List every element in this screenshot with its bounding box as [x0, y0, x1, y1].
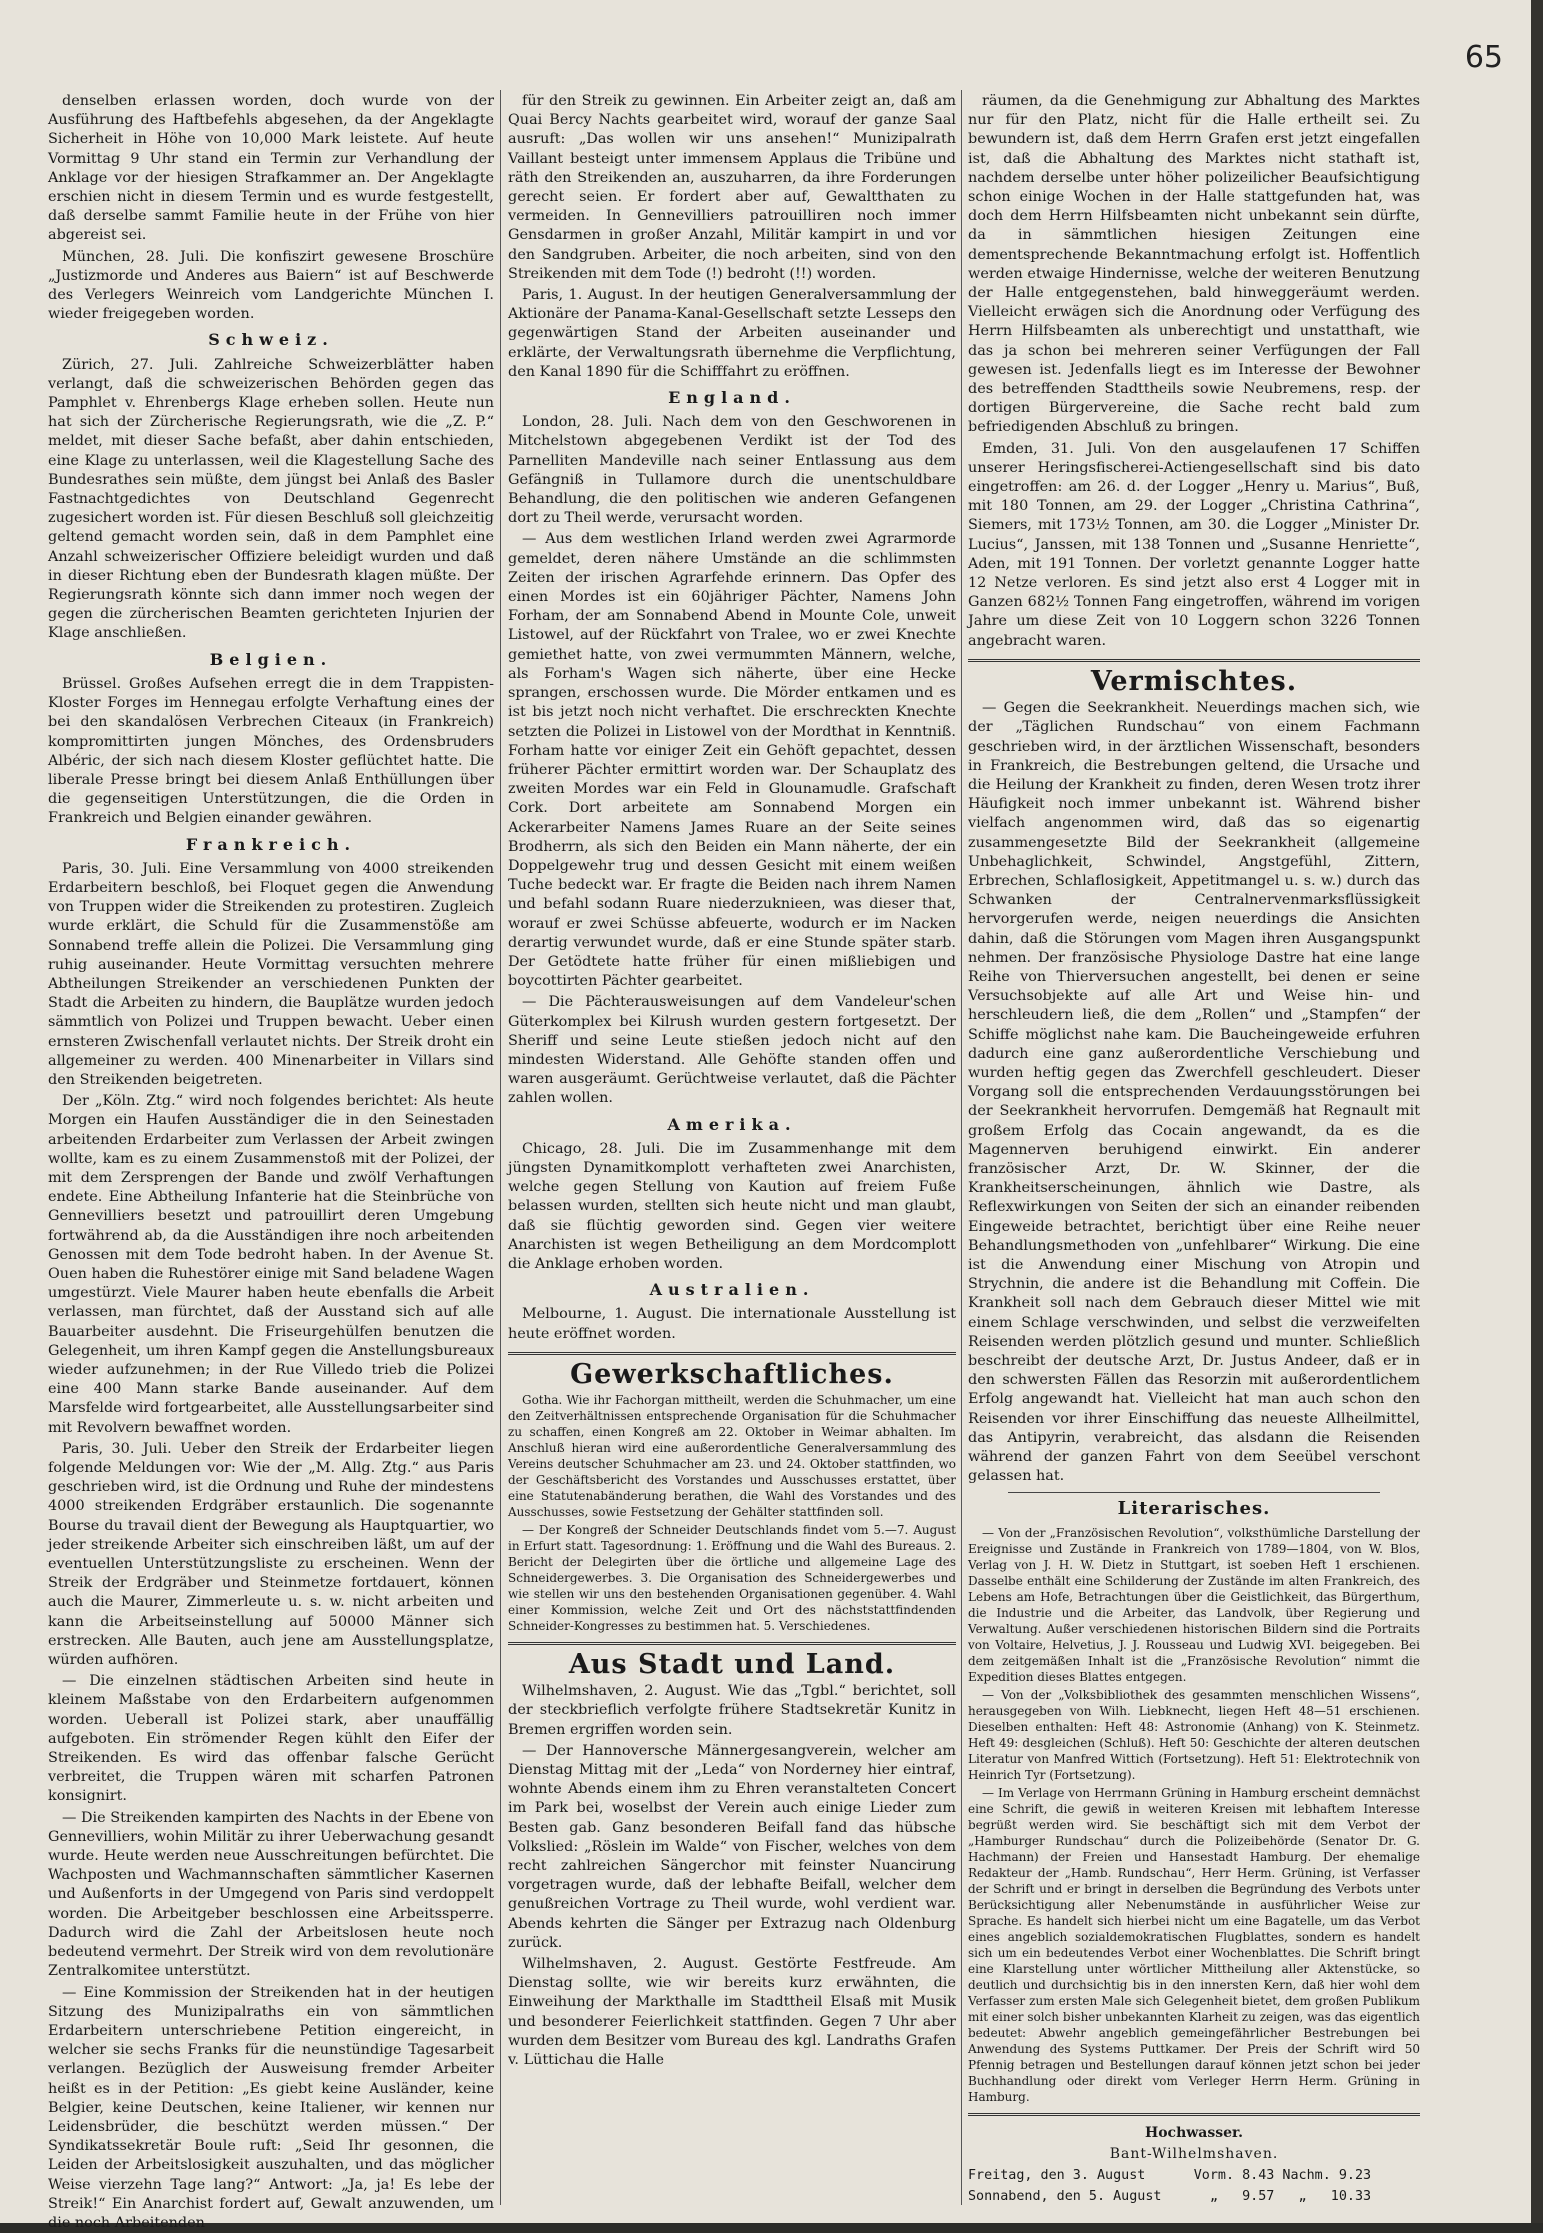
column-1	[48, 92, 494, 2202]
page-edge-shadow	[1531, 0, 1543, 2223]
article-muenchen: München, 28. Juli. Die konfiszirt gewesene Broschüre „Justizmorde und Anderes aus Baiern“ ist auf Beschwerde des Verlegers Weinreich vom Landgerichte München I. wieder freigegeben worden.	[48, 248, 494, 325]
article-kommission: — Eine Kommission der Streikenden hat in der heutigen Sitzung des Munizipalraths ein von sämmtlichen Erdarbeitern unterschriebene Petition eingereicht, in welcher sie sechs Franks für die neunstündige Tagesarbeit verlangen. Bezüglich der Ausweisung fremder Arbeiter heißt es in der Petition: „Es giebt keine Ausländer, keine Belgier, keine Deutschen, keine Italiener, wir kennen nur Leidensbrüder, die beschützt werden müssen.“ Der Syndikatssekretär Boule ruft: „Seid Ihr gesonnen, die Leiden der Arbeitslosigkeit auszuhalten, und das möglicher Weise vierzehn Tage lang?“ Antwort: „Ja, ja! Es lebe der Streik!“ Ein Anarchist fordert auf, Gewalt anzuwenden, um die noch Arbeitenden	[48, 1984, 494, 2233]
tide-location: Bant-Wilhelmshaven.	[968, 2145, 1420, 2164]
article-continued: räumen, da die Genehmigung zur Abhaltung des Marktes nur für den Platz, nicht für die Halle ertheilt sei. Zu bewundern ist, daß dem Herrn Grafen erst jetzt eingefallen ist, daß die Abhaltung des Marktes nicht stathaft ist, nachdem derselbe unter höher polizeilicher Beaufsichtigung schon einige Wochen in der Halle stattgefunden hat, was doch dem Herrn Hilfsbeamten nicht unbekannt sein dürfte, da in sämmtlichen hiesigen Zeitungen eine dementsprechende Bekanntmachung erfolgt ist. Hoffentlich werden etwaige Hindernisse, welche der weiteren Benutzung der Halle entgegenstehen, bald hinweggeräumt werden. Vielleicht erwägen sich die Anordnung oder Verfügung des Herrn Hilfsbeamten als unberechtigt und unstatthaft, wie das ja schon bei mehreren seiner Verfügungen der Fall gewesen ist. Jedenfalls liegt es im Interesse der Bewohner des betreffenden Stadttheils sowie Neubremens, resp. der dortigen Bürgervereine, die Sache recht bald zum befriedigenden Abschluß zu bringen.	[968, 92, 1420, 438]
article-irland: — Aus dem westlichen Irland werden zwei Agrarmorde gemeldet, deren nähere Umstände an die schlimmsten Zeiten der irischen Agrarfehde erinnern. Das Opfer des einen Mordes ist ein 60jähriger Pächter, Namens John Forham, der am Sonnabend Abend in Mounte Cole, unweit Listowel, auf der Rückfahrt von Tralee, wo er zwei Knechte gemiethet hatte, von zwei vermummten Männern, welche, als Forham's Wagen sich näherte, über eine Hecke sprangen, erschossen wurde. Die Mörder entkamen und es ist bis jetzt noch nicht verhaftet. Die erschreckten Knechte setzten die Polizei in Listowel von der Mordthat in Kenntniß. Forham hatte vor einiger Zeit ein Gehöft gepachtet, dessen früherer Pächter ermittirt worden war. Der Schauplatz des zweiten Mordes war ein Feld in Glounamudle. Grafschaft Cork. Dort arbeitete am Sonnabend Morgen ein Ackerarbeiter Namens James Ruare an der Seite seines Brodherrn, als sich den Beiden ein Mann näherte, der ein Doppelgewehr trug und dessen Gesicht mit einem weißen Tuche bedeckt war. Er fragte die Beiden nach ihrem Namen und befahl sodann Ruare niederzuknieen, was dieser that, worauf er zwei Schüsse abfeuerte, wodurch er im Nacken derartig verwundet wurde, daß er eine Stunde später starb. Der Getödtete hatte früher für einen mißliebigen und boycottirten Pächter gearbeitet.	[508, 530, 956, 991]
tide-row: Freitag, den 3. August Vorm. 8.43 Nachm. 9.23	[968, 2166, 1420, 2185]
section-heading-literarisches: Literarisches.	[968, 1499, 1420, 1518]
divider	[1008, 1492, 1380, 1493]
tide-title: Hochwasser.	[968, 2124, 1420, 2143]
section-heading-amerika: Amerika.	[508, 1115, 956, 1134]
article-paris-1: Paris, 30. Juli. Eine Versammlung von 4000 streikenden Erdarbeitern beschloß, bei Floquet gegen die Anwendung von Truppen wider die Streikenden zu protestiren. Zugleich wurde erklärt, die Schuld für die Zusammenstöße am Sonnabend treffe allein die Polizei. Die Versammlung ging ruhig auseinander. Heute Vormittag versuchten mehrere Abtheilungen Streikender an verschiedenen Punkten der Stadt die Arbeiten zu hindern, die Bauplätze wurden jedoch sämmtlich von Polizei und Truppen bewacht. Ueber einen ernsteren Zwischenfall verlautet nichts. Der Streik droht ein allgemeiner zu werden. 400 Minenarbeiter in Villars sind den Streikenden beigetreten.	[48, 860, 494, 1090]
section-heading-aus-stadt-und-land: Aus Stadt und Land.	[508, 1655, 956, 1674]
section-heading-gewerkschaftliches: Gewerkschaftliches.	[508, 1365, 956, 1384]
column-3	[968, 92, 1420, 2202]
section-divider	[968, 659, 1420, 662]
article-revolution: — Von der „Französischen Revolution“, volksthümliche Darstellung der Ereignisse und Zustände in Frankreich von 1789—1804, von W. Blos, Verlag von J. H. W. Dietz in Stuttgart, ist soeben Heft 1 erschienen. Dasselbe enthält eine Schilderung der Zustände im alten Frankreich, des Lebens am Hofe, Betrachtungen über die Geistlichkeit, das Bürgerthum, die Industrie und die Arbeiter, das Landvolk, über Regierung und Verwaltung. Außer verschiedenen historischen Bildern sind die Portraits von Voltaire, Helvetius, J. J. Rousseau und Ludwig XVI. beigegeben. Bei dem zeitgemäßen Inhalt ist die „Französische Revolution“ nimmt die Expedition dieses Blattes entgegen.	[968, 1525, 1420, 1685]
section-heading-australien: Australien.	[508, 1280, 956, 1299]
section-heading-england: England.	[508, 388, 956, 407]
article-wilhelmshaven-2: Wilhelmshaven, 2. August. Gestörte Festfreude. Am Dienstag sollte, wie wir bereits kurz erwähnten, die Einweihung der Markthalle im Stadttheil Elsaß mit Musik und besonderer Feierlichkeit stattfinden. Gegen 7 Uhr aber wurden dem Besitzer vom Bureau des kgl. Landraths Grafen v. Lüttichau die Halle	[508, 1955, 956, 2070]
article-paragraph: denselben erlassen worden, doch wurde von der Ausführung des Haftbefehls abgesehen, da der Angeklagte Sicherheit in Höhe von 10,000 Mark leistete. Auf heute Vormittag 9 Uhr stand ein Termin zur Verhandlung der Anklage vor der hiesigen Strafkammer an. Der Angeklagte erschien nicht in diesem Termin und es wurde festgestellt, daß derselbe sammt Familie heute in der Frühe von hier abgereist sei.	[48, 92, 494, 246]
section-heading-schweiz: Schweiz.	[48, 330, 494, 349]
page-number: 65	[1465, 40, 1503, 75]
article-gotha: Gotha. Wie ihr Fachorgan mittheilt, werden die Schuhmacher, um eine den Zeitverhältnissen entsprechende Organisation für die Schuhmacher zu schaffen, einen Kongreß am 22. Oktober in Weimar abhalten. Im Anschluß hieran wird eine außerordentliche Generalversammlung des Vereins deutscher Schuhmacher am 23. und 24. Oktober stattfinden, wo der Geschäftsbericht des Vorstandes und Ausschusses erstattet, über eine Statutenabänderung berathen, die Wahl des Vorstandes und des Ausschusses, sowie Festsetzung der Gehälter stattfinden soll.	[508, 1392, 956, 1520]
article-seekrankheit: — Gegen die Seekrankheit. Neuerdings machen sich, wie der „Täglichen Rundschau“ von einem Fachmann geschrieben wird, in der ärztlichen Wissenschaft, besonders in Frankreich, die Bestrebungen geltend, die Ursache und die Heilung der Krankheit zu finden, deren Wesen trotz ihrer Häufigkeit noch immer unbekannt ist. Während bisher vielfach angenommen wird, daß das so eigenartig zusammengesetzte Bild der Seekrankheit (allgemeine Unbehaglichkeit, Schwindel, Angstgefühl, Zittern, Erbrechen, Schlaflosigkeit, Appetitmangel u. s. w.) durch das Schwanken der Centralnervenmarksflüssigkeit hervorgerufen werde, neigen neuerdings die Ansichten dahin, daß die Störungen vom Magen ihren Ausgangspunkt nehmen. Der französische Physiologe Dastre hat eine lange Reihe von Thierversuchen angestellt, bei denen er seine Versuchsobjekte auf alle Art und Weise hin- und herschleudern ließ, die dem „Rollen“ und „Stampfen“ der Schiffe möglichst nahe kam. Die Baucheingeweide erfuhren dadurch eine ganz außerordentliche Verschiebung und wurden heftig gegen das Zwerchfell geschleudert. Dieser Vorgang soll die entsprechenden Verdauungsstörungen bei der Seekrankheit hervorrufen. Demgemäß hat Regnault mit großem Erfolg das Cocain angewandt, da es die Magennerven beruhigend einwirkt. Ein anderer französischer Arzt, Dr. W. Skinner, der die Krankheitserscheinungen, ähnlich wie Dastre, als Reflexwirkungen von Seiten der sich an einander reibenden Eingeweide betrachtet, berichtigt über eine Reihe neuer Behandlungsmethoden von „unfehlbarer“ Wirkung. Die eine ist die Anwendung einer Mischung von Atropin und Strychnin, die andere ist die Behandlung mit Coffein. Die Krankheit soll nach dem Gebrauch dieser Mittel wie mit einem Schlage verschwinden, und selbst die verzweifelten Reisenden werden plötzlich gesund und munter. Schließlich beschreibt der deutsche Arzt, Dr. Justus Andeer, daß er in den schwersten Fällen das Resorzin mit außerordentlichem Erfolg angewandt hat. Vielleicht hat man auch schon den Reisenden vor ihrer Einschiffung das neueste Allheilmittel, das Antipyrin, verabreicht, das alsdann die Reisenden während der ganzen Fahrt von dem Seeübel verschont gelassen hat.	[968, 699, 1420, 1486]
article-paechter: — Die Pächterausweisungen auf dem Vandeleur'schen Güterkomplex bei Kilrush wurden gestern fortgesetzt. Der Sheriff und seine Leute stießen jedoch nicht auf den mindesten Widerstand. Alle Gehöfte standen offen und waren ausgeräumt. Gerüchtweise verlautet, daß die Pächter zahlen wollen.	[508, 993, 956, 1108]
article-emden: Emden, 31. Juli. Von den ausgelaufenen 17 Schiffen unserer Heringsfischerei-Actiengesellschaft sind bis dato eingetroffen: am 26. d. der Logger „Henry u. Marius“, Buß, mit 180 Tonnen, am 29. der Logger „Christina Cathrina“, Siemers, mit 173½ Tonnen, am 30. die Logger „Minister Dr. Lucius“, Janssen, mit 138 Tonnen und „Susanne Henriette“, Aden, mit 191 Tonnen. Der vorletzt genannte Logger hatte 12 Netze verloren. Es sind jetzt also erst 4 Logger mit in Ganzen 682½ Tonnen Fang eingetroffen, während im vorigen Jahre um diese Zeit von 10 Loggern schon 3226 Tonnen angebracht waren.	[968, 440, 1420, 651]
section-heading-belgien: Belgien.	[48, 650, 494, 669]
article-koeln: Der „Köln. Ztg.“ wird noch folgendes berichtet: Als heute Morgen ein Haufen Ausständiger die in den Seinestaden arbeitenden Erdarbeiter zum Verlassen der Arbeit zwingen wollte, kam es zu einem Zusammenstoß mit der Polizei, der mit dem Zersprengen der Bande und zwölf Verhaftungen endete. Eine Abtheilung Infanterie hat die Steinbrüche von Gennevilliers besetzt und patrouillirt deren Umgebung fortwährend ab, da die Ausständigen ihre noch arbeitenden Genossen mit dem Tode bedroht haben. In der Avenue St. Ouen haben die Ruhestörer einige mit Sand beladene Wagen umgestürzt. Viele Maurer haben heute ebenfalls die Arbeit verlassen, man fürchtet, daß der Ausstand sich auf alle Bauarbeiter ausdehnt. Die Friseurgehülfen benutzen die Gelegenheit, um ihren Kampf gegen die Anstellungsbureaux wieder aufzunehmen; in der Rue Villedo trieb die Polizei eine 400 Mann starke Bande auseinander. Auf dem Marsfelde wird fortgearbeitet, alle Ausstellungsarbeiter sind mit Revolvern bewaffnet worden.	[48, 1092, 494, 1438]
article-volksbibliothek: — Von der „Volksbibliothek des gesammten menschlichen Wissens“, herausgegeben von Wilh. Liebknecht, liegen Heft 48—51 erschienen. Dieselben enthalten: Heft 48: Astronomie (Anhang) von K. Steinmetz. Heft 49: desgleichen (Schluß). Heft 50: Geschichte der alteren deutschen Literatur von Manfred Wittich (Fortsetzung). Heft 51: Elektrotechnik von Heinrich Tyr (Fortsetzung).	[968, 1687, 1420, 1783]
tide-row: Sonnabend, den 5. August „ 9.57 „ 10.33	[968, 2187, 1420, 2206]
article-gennevilliers: — Die Streikenden kampirten des Nachts in der Ebene von Gennevilliers, wohin Militär zu ihrer Ueberwachung gesandt wurde. Heute werden neue Ausschreitungen befürchtet. Die Wachposten und Wachmannschaften sämmtlicher Kasernen und Außenforts in der Umgegend von Paris sind verdoppelt worden. Die Arbeitgeber beschlossen eine Arbeitssperre. Dadurch wird die Zahl der Arbeitslosen heute noch bedeutend vermehrt. Der Streik wird von dem revolutionäre Zentralkomitee unterstützt.	[48, 1809, 494, 1982]
article-kongress: — Der Kongreß der Schneider Deutschlands findet vom 5.—7. August in Erfurt statt. Tagesordnung: 1. Eröffnung und die Wahl des Bureaus. 2. Bericht der Delegirten über die örtliche und allgemeine Lage des Schneidergewerbes. 3. Die Organisation des Schneidergewerbes und wie stellen wir uns den bestehenden Organisationen gegenüber. 4. Wahl einer Kommission, welche Zeit und Ort des nächststattfindenden Schneider-Kongresses zu bestimmen hat. 5. Verschiedenes.	[508, 1522, 956, 1634]
article-paris-2: Paris, 30. Juli. Ueber den Streik der Erdarbeiter liegen folgende Meldungen vor: Wie der „M. Allg. Ztg.“ aus Paris geschrieben wird, ist die Ordnung und Ruhe der mindestens 4000 streikenden Erdgräber erstaunlich. Die sogenannte Bourse du travail dient der Bewegung als Hauptquartier, wo jeder streikende Arbeiter sich einschreiben läßt, um auf der eventuellen Unterstützungsliste zu erscheinen. Wenn der Streik der Erdgräber und Steinmetze fortdauert, können auch die Maurer, Zimmerleute u. s. w. nicht arbeiten und kann die Arbeitseinstellung auf 50000 Männer sich erstrecken. Alle Bauten, auch jene am Ausstellungsplatze, würden aufhören.	[48, 1440, 494, 1670]
article-continued: für den Streik zu gewinnen. Ein Arbeiter zeigt an, daß am Quai Bercy Nachts gearbeitet wird, worauf der ganze Saal ausruft: „Das wollen wir uns ansehen!“ Munizipalrath Vaillant besteigt unter immensem Applaus die Tribüne und räth den Streikenden an, auszuharren, da ihre Forderungen gerecht seien. Er fordert aber auf, Gewaltthaten zu vermeiden. In Gennevilliers patrouilliren noch immer Gensdarmen in großer Anzahl, Militär kampirt in und vor den Sandgruben. Arbeiter, die noch arbeiten, sind von den Streikenden mit dem Tode (!) bedroht (!!) worden.	[508, 92, 956, 284]
column-rule	[961, 90, 962, 2205]
article-melbourne: Melbourne, 1. August. Die internationale Ausstellung ist heute eröffnet worden.	[508, 1305, 956, 1343]
article-london: London, 28. Juli. Nach dem von den Geschworenen in Mitchelstown abgegebenen Verdikt ist der Tod des Parnelliten Mandeville nach seiner Entlassung aus dem Gefängniß in Tullamore durch die unentschuldbare Behandlung, die den politischen wie anderen Gefangenen dort zu Theil werde, verursacht worden.	[508, 413, 956, 528]
tide-table	[968, 2124, 1420, 2206]
article-chicago: Chicago, 28. Juli. Die im Zusammenhange mit dem jüngsten Dynamitkomplott verhafteten zwei Anarchisten, welche gegen Stellung von Kaution auf freiem Fuße belassen wurden, stellten sich heute nicht und man glaubt, daß sie flüchtig geworden sind. Gegen vier weitere Anarchisten ist wegen Betheiligung an dem Mordcomplott die Anklage erhoben worden.	[508, 1140, 956, 1274]
column-rule	[500, 90, 501, 2205]
article-bruessel: Brüssel. Großes Aufsehen erregt die in dem Trappisten-Kloster Forges im Hennegau erfolgte Verhaftung eines der bei den skandalösen Verbrechen Citeaux (in Frankreich) kompromittirten jungen Mönches, des Ordensbruders Albéric, der sich nach diesem Kloster geflüchtet hatte. Die liberale Presse bringt bei diesem Anlaß Enthüllungen über die gegenseitigen Unterstützungen, die die Orden in Frankreich und Belgien einander gewähren.	[48, 675, 494, 829]
article-staedtische-arbeiten: — Die einzelnen städtischen Arbeiten sind heute in kleinem Maßstabe von den Erdarbeitern aufgenommen worden. Ueberall ist Polizei stark, aber unauffällig aufgeboten. Ein strömender Regen kühlt den Eifer der Streikenden. Es wird das offenbar falsche Gerücht verbreitet, die Truppen wären mit scharfen Patronen konsignirt.	[48, 1672, 494, 1806]
article-zuerich: Zürich, 27. Juli. Zahlreiche Schweizerblätter haben verlangt, daß die schweizerischen Behörden gegen das Pamphlet v. Ehrenbergs Klage erheben sollen. Heute nun hat sich der Zürcherische Regierungsrath, wie die „Z. P.“ meldet, mit dieser Sache befaßt, aber dahin entschieden, eine Klage zu unterlassen, weil die Klagestellung Sache des Bundesrathes sein müßte, dem jüngst bei Anlaß des Basler Fastnachtgedichtes von Deutschland Gegenrecht zugesichert worden ist. Für diesen Beschluß soll gleichzeitig geltend gemacht worden sein, daß in dem Pamphlet eine Anzahl schweizerischer Offiziere beleidigt wurden und daß in dieser Richtung eben der Bundesrath klagen müßte. Der Regierungsrath könnte sich dann immer noch wegen der gegen die zürcherischen Beamten gerichteten Injurien der Klage anschließen.	[48, 356, 494, 644]
article-panama: Paris, 1. August. In der heutigen Generalversammlung der Aktionäre der Panama-Kanal-Gesellschaft setzte Lesseps den gegenwärtigen Stand der Arbeiten auseinander und erklärte, der Verwaltungsrath übernehme die Verpflichtung, den Kanal 1890 für die Schifffahrt zu eröffnen.	[508, 286, 956, 382]
article-hannover: — Der Hannoversche Männergesangverein, welcher am Dienstag Mittag mit der „Leda“ von Norderney hier eintraf, wohnte Abends einem ihm zu Ehren veranstalteten Concert im Park bei, woselbst der Verein auch einige Lieder zum Besten gab. Ganz besonderen Beifall fand das hübsche Volkslied: „Röslein im Walde“ von Fischer, welches von dem recht zahlreichen Sängerchor mit feinster Nuancirung vorgetragen wurde, daß der lebhafte Beifall, welcher dem genußreichen Vortrage zu Theil wurde, wohl verdient war. Abends kehrten die Sänger per Extrazug nach Oldenburg zurück.	[508, 1742, 956, 1953]
article-gruening: — Im Verlage von Herrmann Grüning in Hamburg erscheint demnächst eine Schrift, die gewiß in weiteren Kreisen mit lebhaftem Interesse begrüßt werden wird. Sie beschäftigt sich mit dem Verbot der „Hamburger Rundschau“ durch die Polizeibehörde (Senator Dr. G. Hachmann) der Freien und Hansestadt Hamburg. Der ehemalige Redakteur der „Hamb. Rundschau“, Herr Herm. Grüning, ist Verfasser der Schrift und er bringt in derselben die Begründung des Verbots unter Berücksichtigung aller Nebenumstände in ausführlicher Weise zur Sprache. Es handelt sich hierbei nicht um eine Bagatelle, um das Verbot eines angeblich sozialdemokratischen Flugblattes, sondern es handelt sich um ein bedeutendes Verbot einer Wochenblattes. Die Schrift bringt eine Klarstellung unter wörtlicher Mittheilung aller Aktenstücke, so deutlich und durchsichtig bis in den innersten Kern, daß hier wohl dem Verfasser zum ersten Male sich Gelegenheit bietet, dem großen Publikum mit einer solch bisher unbekannten Klarheit zu zeigen, was das eigentlich bedeutet: Abwehr angeblich gemeingefährlicher Bestrebungen bei Anwendung des Systems Puttkamer. Der Preis der Schrift wird 50 Pfennig betragen und Bestellungen darauf können jetzt schon bei jeder Buchhandlung oder direkt vom Verleger Herrn Herm. Grüning in Hamburg.	[968, 1785, 1420, 2105]
column-2	[508, 92, 956, 2202]
section-heading-vermischtes: Vermischtes.	[968, 672, 1420, 691]
section-divider	[968, 2113, 1420, 2116]
section-divider	[508, 1642, 956, 1645]
section-divider	[508, 1352, 956, 1355]
section-heading-frankreich: Frankreich.	[48, 835, 494, 854]
article-wilhelmshaven-1: Wilhelmshaven, 2. August. Wie das „Tgbl.“ berichtet, soll der steckbrieflich verfolgte frühere Stadtsekretär Kunitz in Bremen ergriffen worden sein.	[508, 1682, 956, 1740]
